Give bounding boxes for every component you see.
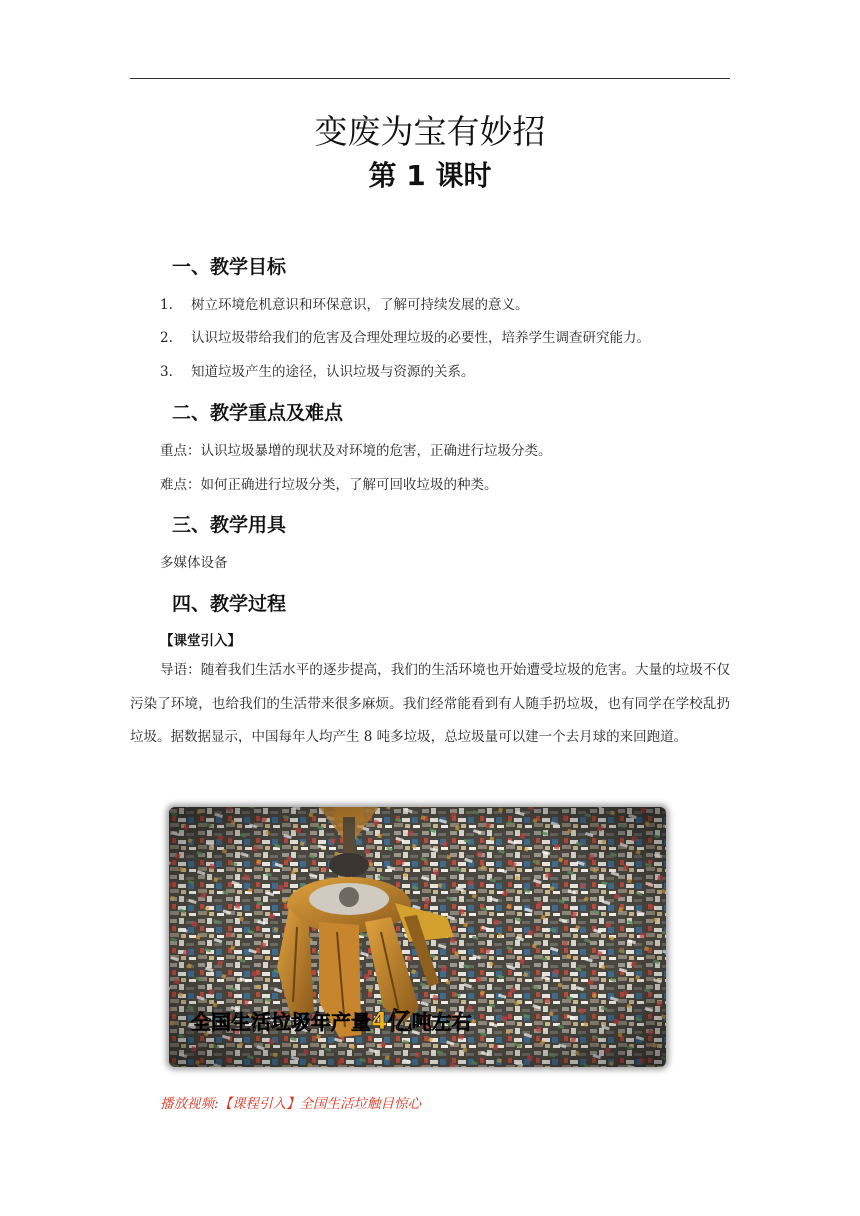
list-item-number: 1. [160, 297, 173, 313]
photo-overlay-highlight: 4亿 [371, 1007, 412, 1035]
photo-overlay-unit: 吨左右 [411, 1010, 472, 1034]
section-heading-key-points: 二、教学重点及难点 [172, 402, 344, 424]
page-subtitle: 第 1 课时 [368, 159, 492, 192]
section-heading-tools: 三、教学用具 [172, 514, 287, 536]
svg-text:全国生活垃圾年产量4亿吨左右 [191, 1007, 472, 1035]
header-rule [130, 78, 730, 79]
section-heading-process: 四、教学过程 [172, 593, 287, 615]
key-point-text: 重点：认识垃圾暴增的现状及对环境的危害，正确进行垃圾分类。 [160, 443, 552, 459]
section-heading-objectives: 一、教学目标 [172, 256, 287, 278]
list-item-number: 2. [160, 330, 173, 346]
video-play-link[interactable]: 播放视频:【课程引入】全国生活垃触目惊心 [160, 1096, 422, 1112]
photo-overlay-text: 全国生活垃圾年产量 [191, 1010, 371, 1034]
list-item [160, 326, 650, 346]
list-item-text: 知道垃圾产生的途径，认识垃圾与资源的关系。 [191, 364, 475, 380]
list-item [160, 293, 529, 313]
list-item-text: 认识垃圾带给我们的危害及合理处理垃圾的必要性，培养学生调查研究能力。 [191, 330, 650, 346]
class-intro-subheading: 【课堂引入】 [160, 633, 241, 649]
list-item-number: 3. [160, 364, 173, 380]
page-title: 变废为宝有妙招 [314, 112, 546, 151]
list-item [160, 360, 475, 380]
list-item-text: 树立环境危机意识和环保意识，了解可持续发展的意义。 [191, 297, 529, 313]
garbage-grab-photo [169, 807, 666, 1067]
difficulty-text: 难点：如何正确进行垃圾分类，了解可回收垃圾的种类。 [160, 477, 498, 493]
intro-paragraph: 导语：随着我们生活水平的逐步提高，我们的生活环境也开始遭受垃圾的危害。大量的垃圾不仅污染了环境，也给我们的生活带来很多麻烦。我们经常能看到有人随手扔垃圾，也有同学在学校乱扔垃圾。据数据显示，中国每年人均产生 8 吨多垃圾，总垃圾量可以建一个去月球的来回跑道。 [130, 662, 730, 745]
tools-text: 多媒体设备 [160, 555, 228, 571]
